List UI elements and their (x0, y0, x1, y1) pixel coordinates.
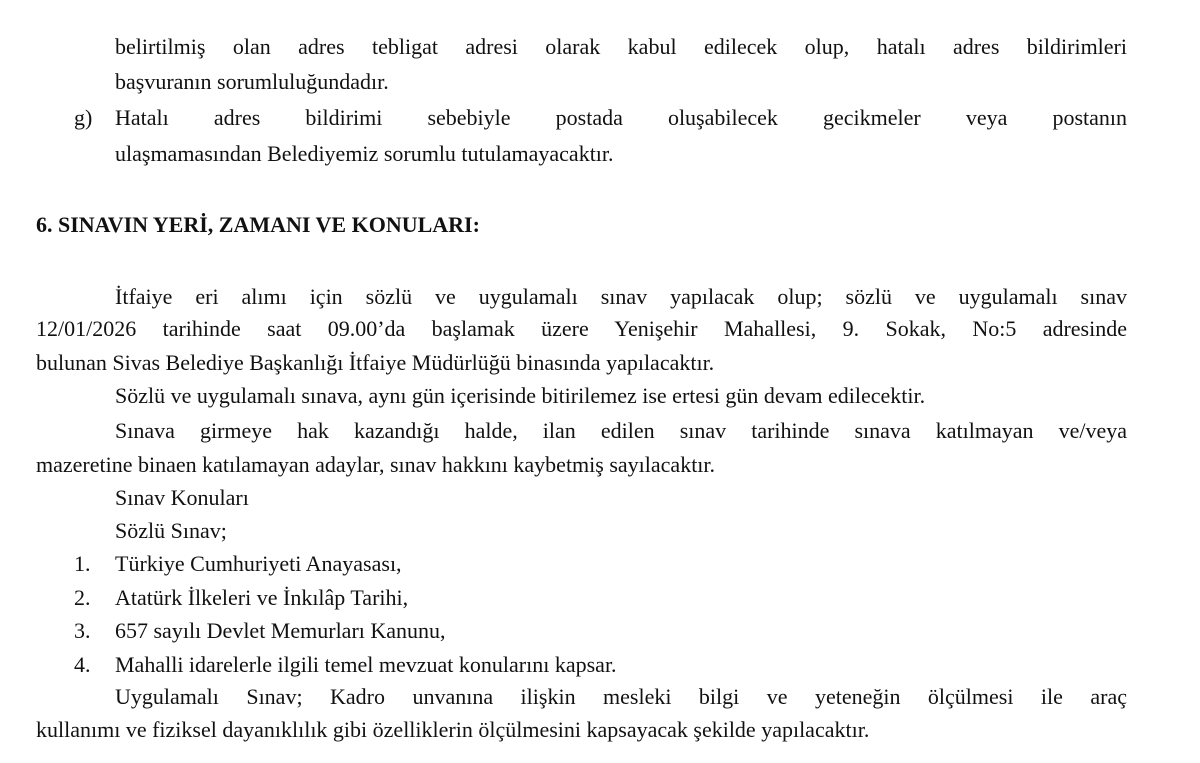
item-g-line-2: ulaşmamasından Belediyemiz sorumlu tutulamayacaktır. (115, 141, 614, 166)
exam-topics-label: Sınav Konuları (115, 485, 249, 510)
section-heading: 6. SINAVIN YERİ, ZAMANI VE KONULARI: (36, 212, 480, 237)
practical-line-2: kullanımı ve fiziksel dayanıklılık gibi özelliklerin ölçülmesini kapsayacak şekilde yapılacaktır. (36, 717, 870, 742)
item-g-line-1: Hatalı adres bildirimi sebebiyle postada oluşabilecek gecikmeler veya postanın (115, 105, 1127, 130)
topic-marker: 4. (74, 652, 91, 677)
topic-marker: 1. (74, 551, 91, 576)
para3-line-2: mazeretine binaen katılamayan adaylar, sınav hakkını kaybetmiş sayılacaktır. (36, 452, 716, 477)
para1-line-3: bulunan Sivas Belediye Başkanlığı İtfaiye Müdürlüğü binasında yapılacaktır. (36, 350, 715, 375)
list-marker-g: g) (74, 105, 93, 130)
intro-line-2: başvuranın sorumluluğundadır. (115, 69, 389, 94)
para1-line-2: 12/01/2026 tarihinde saat 09.00’da başlamak üzere Yenişehir Mahallesi, 9. Sokak, No:5 adresinde (36, 316, 1127, 341)
intro-line-1: belirtilmiş olan adres tebligat adresi olarak kabul edilecek olup, hatalı adres bildirimleri (115, 34, 1127, 59)
practical-line-1: Uygulamalı Sınav; Kadro unvanına ilişkin mesleki bilgi ve yeteneğin ölçülmesi ile araç (115, 684, 1127, 709)
topic-marker: 3. (74, 618, 91, 643)
para1-line-1: İtfaiye eri alımı için sözlü ve uygulamalı sınav yapılacak olup; sözlü ve uygulamalı sınav (115, 284, 1127, 309)
topic-item: Türkiye Cumhuriyeti Anayasası, (115, 551, 402, 576)
para2: Sözlü ve uygulamalı sınava, aynı gün içerisinde bitirilemez ise ertesi gün devam edilecektir. (115, 383, 926, 408)
para3-line-1: Sınava girmeye hak kazandığı halde, ilan edilen sınav tarihinde sınava katılmayan ve/veya (115, 418, 1127, 443)
oral-exam-label: Sözlü Sınav; (115, 518, 227, 543)
topic-item: Atatürk İlkeleri ve İnkılâp Tarihi, (115, 585, 409, 610)
topic-item: 657 sayılı Devlet Memurları Kanunu, (115, 618, 446, 643)
topic-item: Mahalli idarelerle ilgili temel mevzuat konularını kapsar. (115, 652, 617, 677)
topic-marker: 2. (74, 585, 91, 610)
